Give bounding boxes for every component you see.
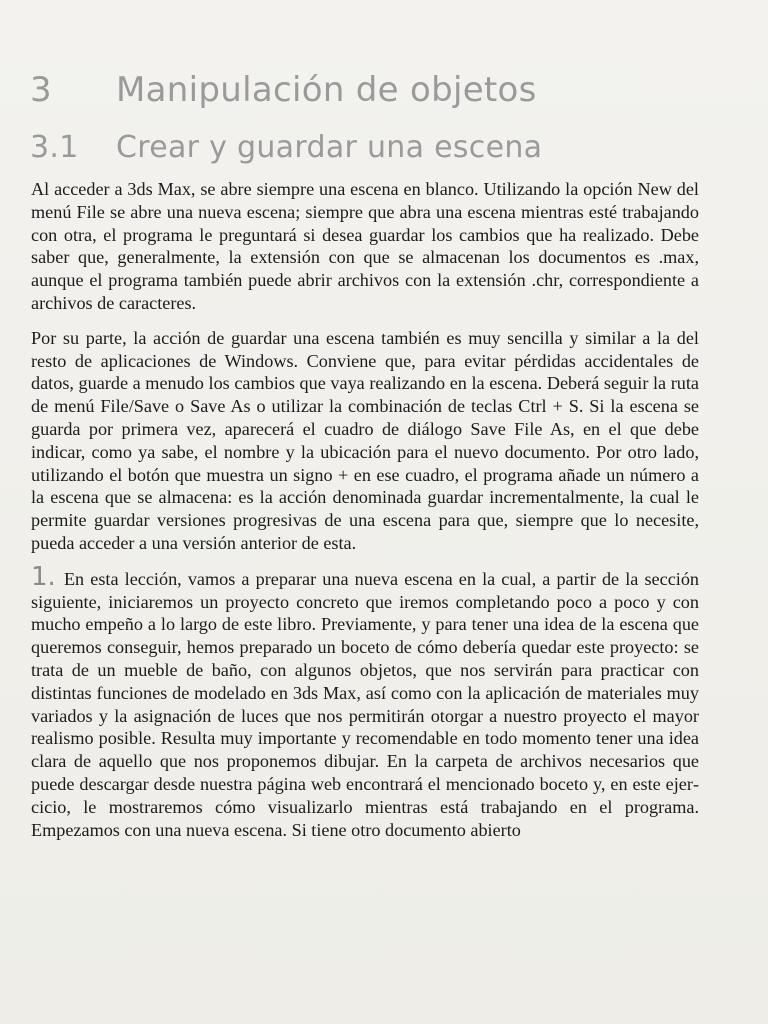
paragraph-intro: Al acceder a 3ds Max, se abre siempre una escena en blanco. Utilizando la opción New del menú File se abre una nueva escena; siempre que abra una escena mientras esté trabajando con otra, el programa le preguntará si desea guardar los cambios que ha realizado. Debe saber que, generalmente, la extensión con que se almacenan los documentos es .max, aunque el programa también puede abrir archivos con la extensión .chr, correspondiente a archivos de caracteres. [31, 179, 699, 313]
chapter-title: Manipulación de objetos [116, 70, 537, 110]
step-number: 1. [31, 561, 56, 592]
chapter-heading [30, 70, 537, 110]
chapter-number: 3 [30, 70, 52, 110]
body-text [31, 178, 699, 853]
subsection-title: Crear y guardar una escena [116, 130, 543, 165]
step-text: En esta lección, vamos a preparar una nueva escena en la cual, a partir de la sección siguiente, iniciaremos un proyecto concreto que iremos completando poco a poco y con mucho empeño a lo largo de este libro. Previamente, y para tener una idea de la escena que queremos conseguir, hemos preparado un boceto de cómo debería quedar este proyecto: se trata de un mueble de baño, con algunos objetos, que nos servirán para practicar con distintas funciones de modelado en 3ds Max, así como con la aplicación de materiales muy variados y la asignación de luces que nos permitirán otorgar a nuestro proyecto el mayor realismo posible. Resulta muy importante y recomendable en todo momento tener una idea clara de aquello que nos proponemos dibujar. En la carpeta de archivos necesarios que puede descargar desde nuestra página web encontrará el mencionado boceto y, en este ejercicio, le mostraremos cómo visualizarlo mientras está trabajando en el programa. Empezamos con una nueva escena. Si tiene otro documento abierto [31, 568, 700, 840]
step-paragraph [31, 561, 700, 842]
subsection-heading [30, 130, 542, 165]
subsection-number: 3.1 [30, 130, 79, 165]
paragraph-saving: Por su parte, la acción de guardar una escena también es muy sencilla y similar a la del resto de aplicaciones de Windows. Conviene que, para evitar pérdidas accidentales de datos, guarde a menudo los cambios que vaya realizando en la escena. Deberá seguir la ruta de menú File/Save o Save As o utilizar la combinación de teclas Ctrl + S. Si la escena se guarda por primera vez, aparecerá el cuadro de diálogo Save File As, en el que debe indicar, como ya sabe, el nombre y la ubicación para el nuevo documento. Por otro lado, utilizando el botón que muestra un signo + en ese cuadro, el programa añade un número a la escena que se almacena: es la acción denominada guardar incrementalmente, la cual le permite guardar versiones progresivas de una escena para que, siempre que lo necesite, pueda acceder a una versión anterior de esta. [31, 327, 699, 553]
